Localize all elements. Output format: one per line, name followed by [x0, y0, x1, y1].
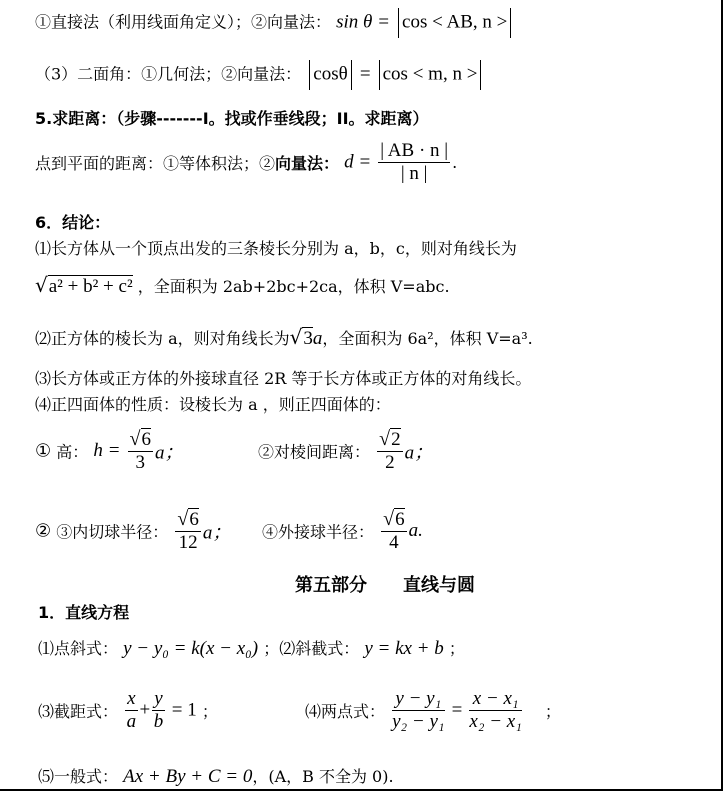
sqrt-sign: √	[177, 508, 189, 530]
line-dihedral-angle	[35, 60, 484, 90]
line-equation-heading: 1．直线方程	[38, 603, 130, 622]
y-ratio	[392, 688, 444, 733]
tetra-opposite-edge-distance	[258, 428, 433, 474]
conclusion-2-text-b: ，全面积为 6a²，体积 V=a³.	[322, 329, 533, 348]
section5-heading: 5.求距离：（步骤-------I。找或作垂线段；II。求距离）	[35, 109, 429, 128]
line1-eq-right: cos < AB, n >	[402, 11, 508, 33]
line-direct-method	[35, 8, 514, 38]
tetra-circumradius	[262, 508, 423, 554]
sqrt-sign: √	[383, 508, 395, 530]
sqrt-sign: √	[35, 273, 48, 297]
diagonal-radicand: a² + b² + c²	[48, 276, 133, 297]
inradius-num: 6	[189, 509, 199, 530]
distance-denominator: | n |	[400, 163, 428, 184]
height-num: 6	[141, 429, 151, 450]
part5-heading: 第五部分 直线与圆	[295, 575, 475, 596]
height-fraction	[128, 428, 153, 474]
intercept-eq: = 1	[171, 699, 197, 721]
line1-text: ①直接法（利用线面角定义）；②向量法：	[35, 12, 332, 32]
y-ratio-den: y₂ − y₁	[392, 711, 445, 732]
slope-intercept-equation: y = kx + b	[364, 638, 444, 659]
x-ratio-num: x − x₁	[469, 688, 521, 711]
f2-num: y	[154, 688, 163, 709]
inradius-fraction	[175, 508, 200, 554]
point-slope-equation: y − y₀ = k(x − x₀)	[123, 638, 259, 659]
distance-fraction	[378, 140, 450, 185]
abs-bar	[309, 60, 310, 90]
two-point-form	[305, 688, 561, 733]
conclusion-1b	[35, 273, 450, 298]
general-equation: Ax + By + C = 0	[123, 766, 253, 787]
line2-eq-left: cosθ	[313, 63, 348, 85]
p3-tail: a；	[202, 522, 232, 544]
p2-tail: a；	[404, 442, 434, 464]
conclusion-2-text-a: ⑵正方体的棱长为 a，则对角线长为	[35, 329, 290, 348]
p2-label: ②对棱间距离：	[258, 442, 371, 462]
conclusion-1: ⑴长方体从一个顶点出发的三条棱长分别为 a，b，c，则对角线长为	[35, 239, 517, 258]
p4-tail: a.	[408, 520, 423, 541]
p4-label: ④外接球半径：	[262, 522, 375, 542]
l4-label: ⑸一般式：	[38, 767, 119, 786]
two-point-eq: =	[451, 699, 463, 721]
distance-numerator: | AB · n |	[380, 140, 449, 161]
l3-label: ⑷两点式：	[305, 702, 386, 721]
cube-var: a	[312, 328, 323, 349]
abs-bar	[480, 60, 481, 90]
x-over-a	[125, 688, 137, 733]
line3-tail: .	[452, 153, 458, 172]
cube-radicand: 3	[303, 328, 313, 349]
line2-text: （3）二面角：①几何法；②向量法：	[35, 64, 302, 84]
edge-distance-fraction	[377, 428, 402, 474]
abs-bar-left	[398, 8, 399, 38]
line3-text-b: 向量法：	[275, 154, 340, 173]
l2-semi: ；	[201, 702, 218, 721]
circumradius-den: 4	[389, 532, 399, 553]
f1-num: x	[127, 688, 136, 709]
line1-eq-left: sin θ =	[336, 11, 390, 33]
conclusion-3: ⑶长方体或正方体的外接球直径 2R 等于长方体或正方体的对角线长。	[35, 369, 532, 388]
tetra-inradius	[35, 508, 231, 554]
l1-tail: ；	[448, 639, 465, 658]
p3-label: ③内切球半径：	[56, 522, 169, 542]
p1-label: 高：	[56, 442, 89, 462]
conclusion-4: ⑷正四面体的性质：设棱长为 a ，则正四面体的：	[35, 395, 391, 414]
abs-bar-right	[510, 8, 511, 38]
x-ratio	[469, 688, 521, 733]
l3-semi: ；	[544, 702, 561, 721]
l2-label: ⑶截距式：	[38, 702, 119, 721]
circumradius-fraction	[381, 508, 406, 554]
line3-text-a: 点到平面的距离：①等体积法；②	[35, 154, 276, 173]
line2-eq-right: cos < m, n >	[382, 63, 478, 85]
p3-mark: ②	[35, 520, 52, 542]
sqrt-sign: √	[129, 428, 141, 450]
l1-label-a: ⑴点斜式：	[38, 639, 119, 658]
height-den: 3	[135, 452, 145, 473]
p1-lhs: h =	[93, 440, 121, 461]
f1-den: a	[126, 711, 137, 732]
line2-eq-mid: =	[359, 63, 371, 85]
conclusion-1b-text: ，全面积为 2ab+2bc+2ca，体积 V=abc.	[137, 277, 450, 296]
y-over-b	[152, 688, 164, 733]
abs-bar	[351, 60, 352, 90]
abs-bar	[379, 60, 380, 90]
p1-mark: ①	[35, 440, 52, 462]
l4-tail: ，(A，B 不全为 0).	[252, 767, 394, 786]
y-ratio-num: y − y₁	[392, 688, 444, 711]
x-ratio-den: x₂ − x₁	[469, 711, 522, 732]
intercept-form	[38, 688, 218, 733]
f2-den: b	[153, 711, 164, 732]
line3-lhs: d =	[344, 151, 372, 173]
l1-label-b: ；⑵斜截式：	[263, 639, 360, 658]
p1-tail: a；	[155, 442, 184, 464]
conclusion-2	[35, 325, 533, 350]
sqrt-sign: √	[289, 325, 303, 349]
circumradius-num: 6	[395, 509, 405, 530]
general-form	[38, 764, 394, 788]
edge-distance-num: 2	[391, 429, 401, 450]
tetra-height	[35, 428, 184, 474]
sqrt-sign: √	[379, 428, 391, 450]
edge-distance-den: 2	[385, 452, 395, 473]
plus-sign: +	[139, 699, 151, 721]
inradius-den: 12	[178, 532, 198, 553]
line-point-plane-distance	[35, 140, 457, 185]
point-slope-form	[38, 636, 465, 660]
section6-heading: 6．结论：	[35, 213, 111, 232]
